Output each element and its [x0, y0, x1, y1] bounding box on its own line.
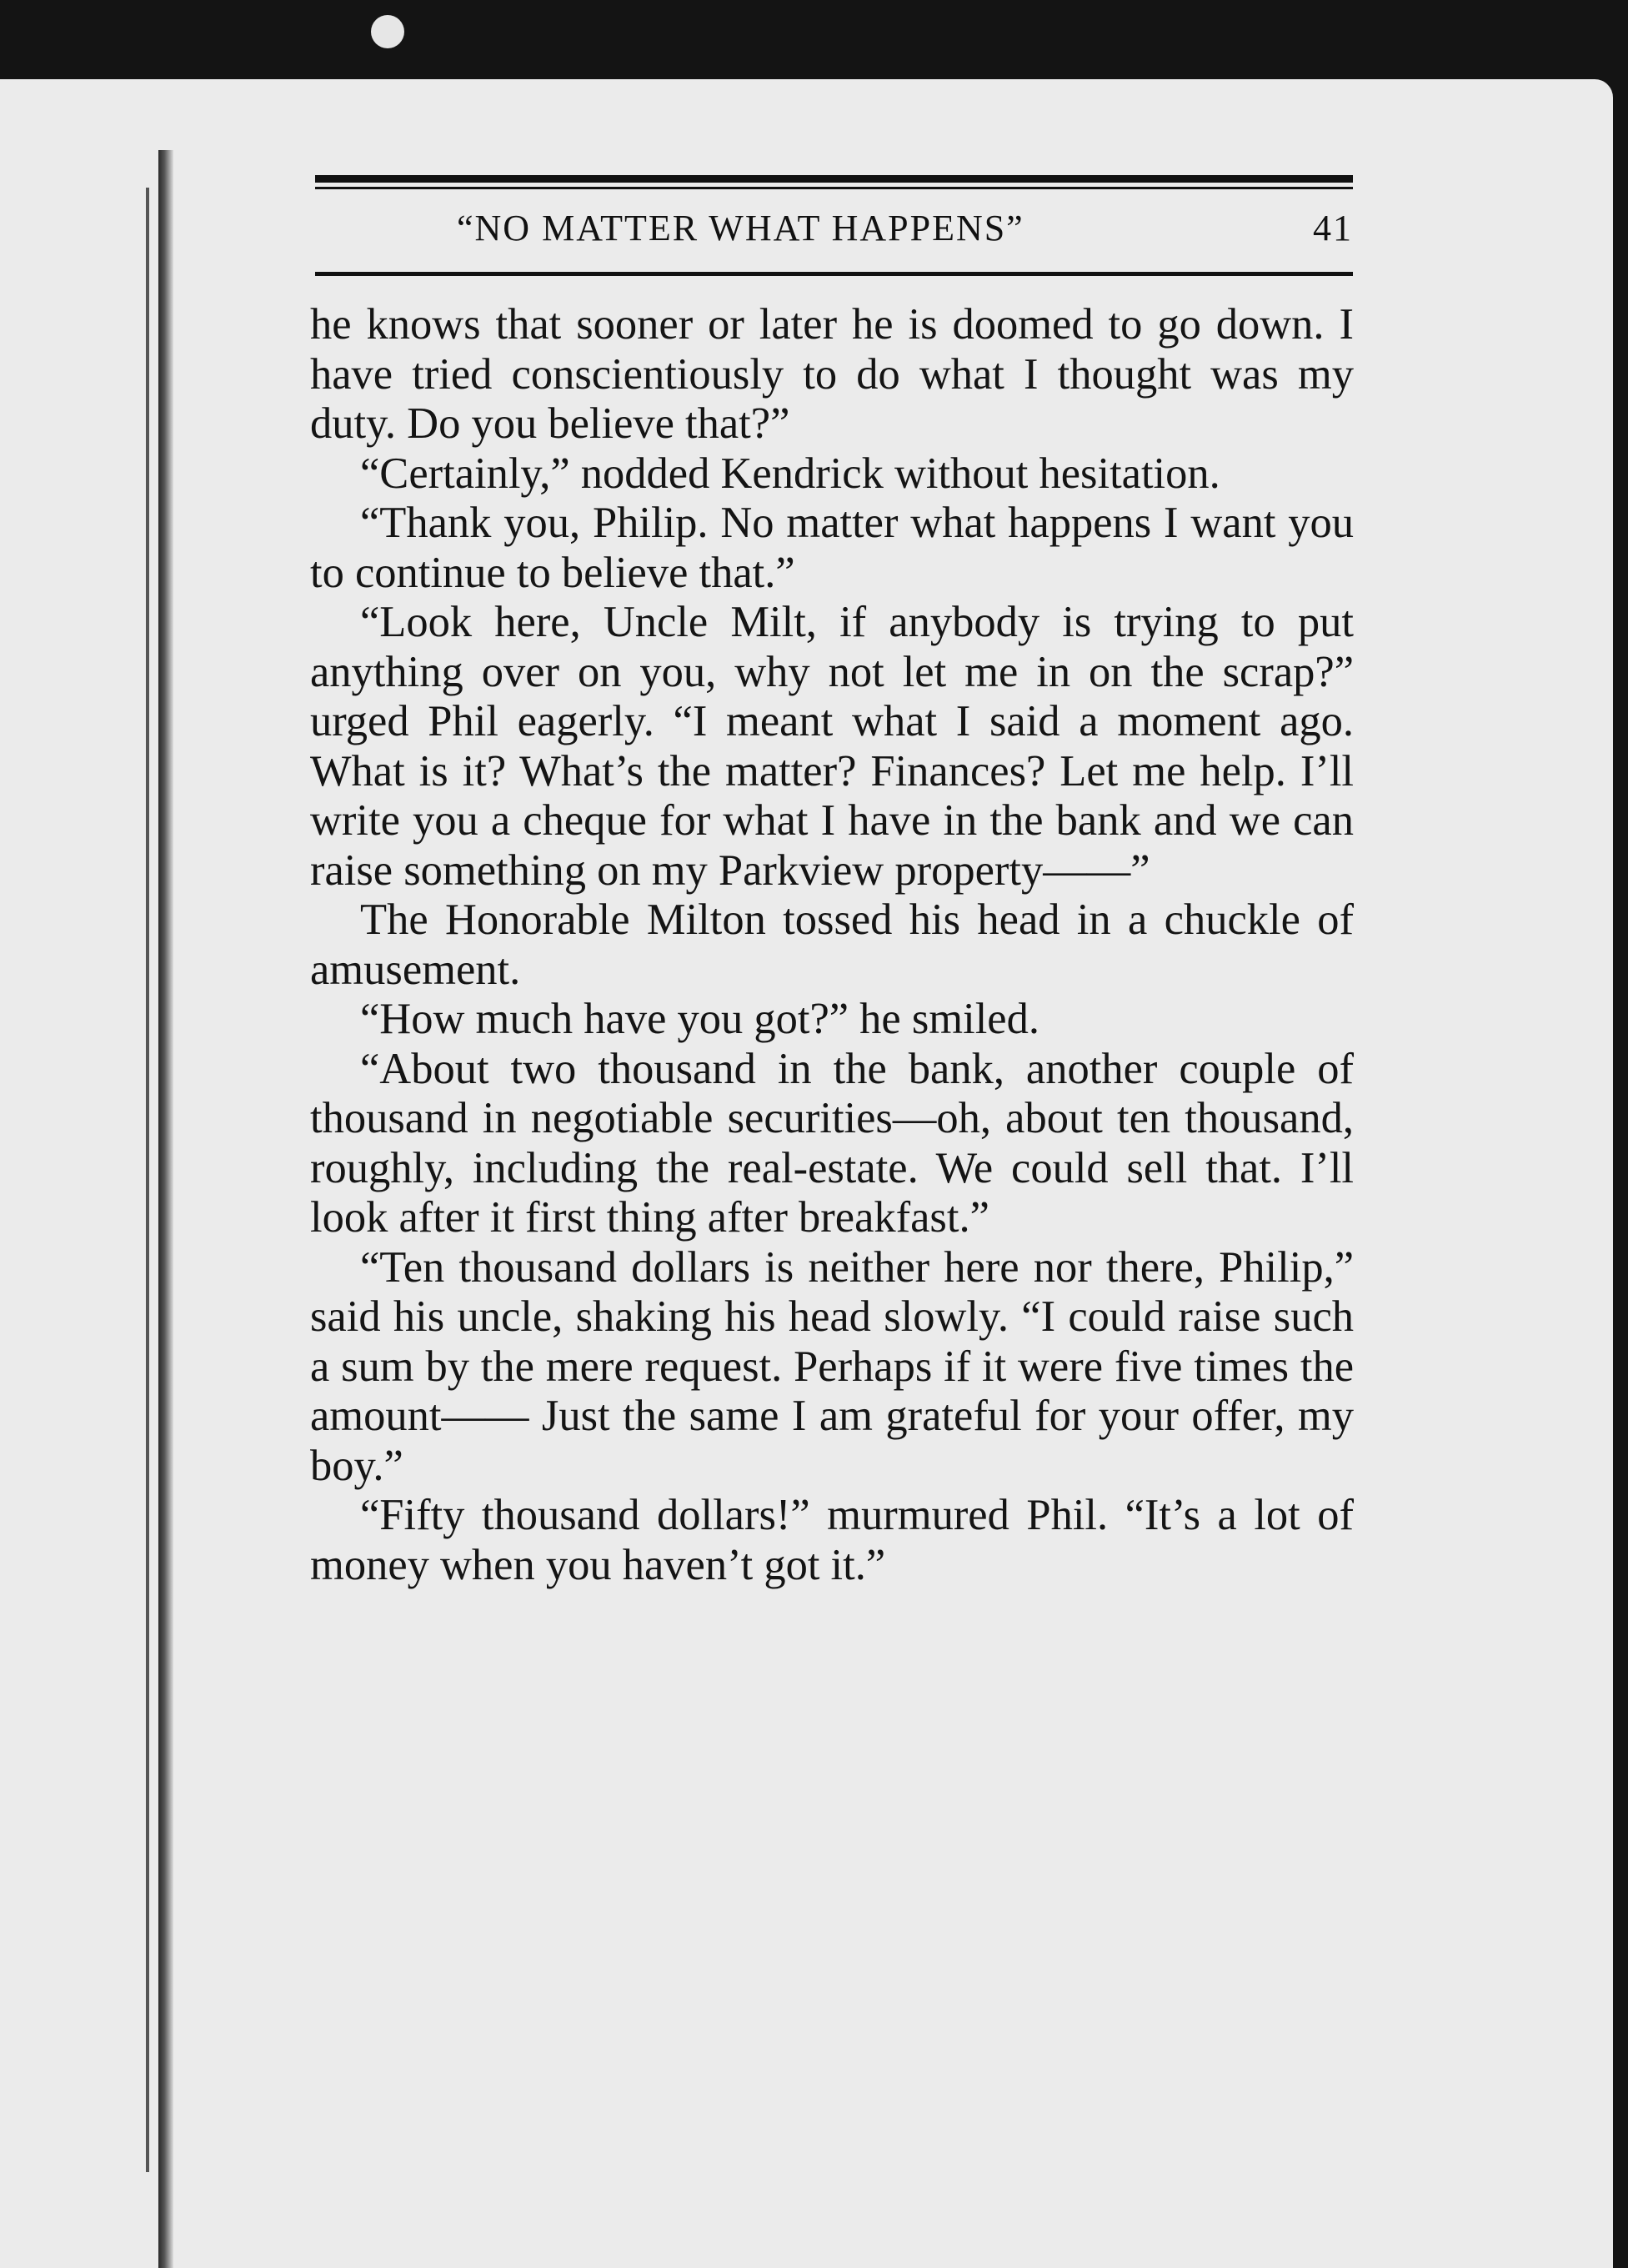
paragraph: he knows that sooner or later he is doomed to go down. I have tried conscientiously to do what I thought was my duty. Do you believe that?”	[310, 300, 1354, 448]
header-rule-under	[315, 272, 1353, 276]
page-number: 41	[1313, 208, 1353, 248]
running-head-title: “NO MATTER WHAT HAPPENS”	[457, 208, 1024, 248]
page-binding-edge	[158, 150, 173, 2268]
page-binding-line	[146, 188, 149, 2172]
header-rule-thin	[315, 187, 1353, 189]
paragraph: “Ten thousand dollars is neither here nor there, Philip,” said his uncle, shaking his head slowly. “I could raise such a sum by the mere request. Perhaps if it were five times the amount—— Just the same I am grateful for your offer, my boy.”	[310, 1242, 1354, 1490]
header-rule-thick	[315, 175, 1353, 183]
paragraph: “Certainly,” nodded Kendrick without hesitation.	[360, 449, 1220, 498]
paragraph: The Honorable Milton tossed his head in a chuckle of amusement.	[310, 896, 1354, 994]
scan-artifact	[371, 15, 404, 48]
scan-border	[0, 0, 1628, 83]
paragraph: “Look here, Uncle Milt, if anybody is trying to put anything over on you, why not let me in on the scrap?” urged Phil eagerly. “I meant what I said a moment ago. What is it? What’s the matter? Finances? Let me help. I’ll write you a cheque for what I have in the bank and we can raise something on my Parkview property——”	[310, 598, 1354, 895]
paragraph: “Thank you, Philip. No matter what happens I want you to continue to believe that.”	[310, 499, 1354, 597]
body-text	[310, 300, 1354, 1590]
paragraph: “Fifty thousand dollars!” murmured Phil. “It’s a lot of money when you haven’t got it.”	[310, 1491, 1354, 1589]
paragraph: “About two thousand in the bank, another couple of thousand in negotiable securities—oh, about ten thousand, roughly, including the real-estate. We could sell that. I’ll look after it first thing after breakfast.”	[310, 1044, 1354, 1242]
paragraph: “How much have you got?” he smiled.	[360, 995, 1039, 1043]
running-head	[315, 207, 1353, 257]
